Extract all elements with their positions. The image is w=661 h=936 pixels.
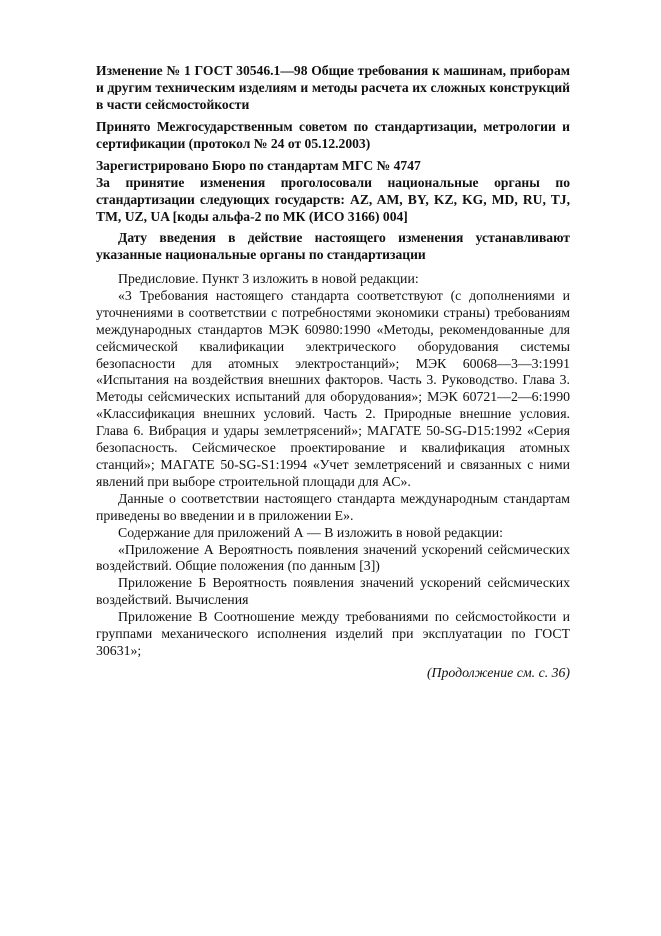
voting-countries: За принятие изменения проголосовали национальные органы по стандартизации следующих государств: AZ, AM, BY, KZ, KG, MD, RU, TJ, TM, UZ, UA [коды альфа-2 по МК (ИСО 3166) 004]: [96, 175, 570, 224]
paragraph-preface: Предисловие. Пункт 3 изложить в новой редакции:: [118, 271, 419, 286]
annex-a-entry: «Приложение А Вероятность появления значений ускорений сейсмических воздействий. Общие положения (по данным [3]): [96, 541, 570, 574]
paragraph-annex-contents: Содержание для приложений А — В изложить в новой редакции:: [118, 524, 503, 540]
document-page: [96, 62, 570, 682]
effective-date-note: Дату введения в действие настоящего изменения устанавливают указанные национальные органы по стандартизации: [96, 230, 570, 262]
amendment-title: Изменение № 1 ГОСТ 30546.1—98 Общие требования к машинам, приборам и другим техническим изделиям и методы расчета их сложных конструкций в части сейсмостойкости: [96, 63, 570, 112]
continuation-note: (Продолжение см. с. 36): [426, 664, 570, 680]
paragraph-standards-list: «3 Требования настоящего стандарта соответствуют (с дополнениями и уточнениями в соответствии с потребностями экономики страны) требованиям международных стандартов МЭК 60980:1990 «Методы, рекомендованные для сейсмической квалификации электрического оборудования системы безопасности для атомных электростанций»; МЭК 60068—3—3:1991 «Испытания на воздействия внешних факторов. Часть 3. Руководство. Глава 3. Методы сейсмических испытаний для оборудования»; МЭК 60721—2—6:1990 «Классификация внешних условий. Часть 2. Природные внешние условия. Глава 6. Вибрация и удары землетрясений»; МАГАТЕ 50-SG-D15:1992 «Серия безопасность. Сейсмическое проектирование и квалификация атомных станций»; МАГАТЕ 50-SG-S1:1994 «Учет землетрясений и связанных с ними явлений при выборе строительной площади для АС».: [96, 287, 570, 489]
registration-note: Зарегистрировано Бюро по стандартам МГС № 4747: [96, 158, 421, 173]
adopted-by: Принято Межгосударственным советом по стандартизации, метрологии и сертификации (протокол № 24 от 05.12.2003): [96, 119, 570, 151]
annex-v-entry: Приложение В Соотношение между требованиями по сейсмостойкости и группами механического исполнения изделий при эксплуатации по ГОСТ 30631»;: [96, 609, 570, 658]
paragraph-conformity: Данные о соответствии настоящего стандарта международным стандартам приведены во введении и в приложении Е».: [96, 490, 570, 523]
annex-b-entry: Приложение Б Вероятность появления значений ускорений сейсмических воздействий. Вычисления: [96, 575, 570, 608]
